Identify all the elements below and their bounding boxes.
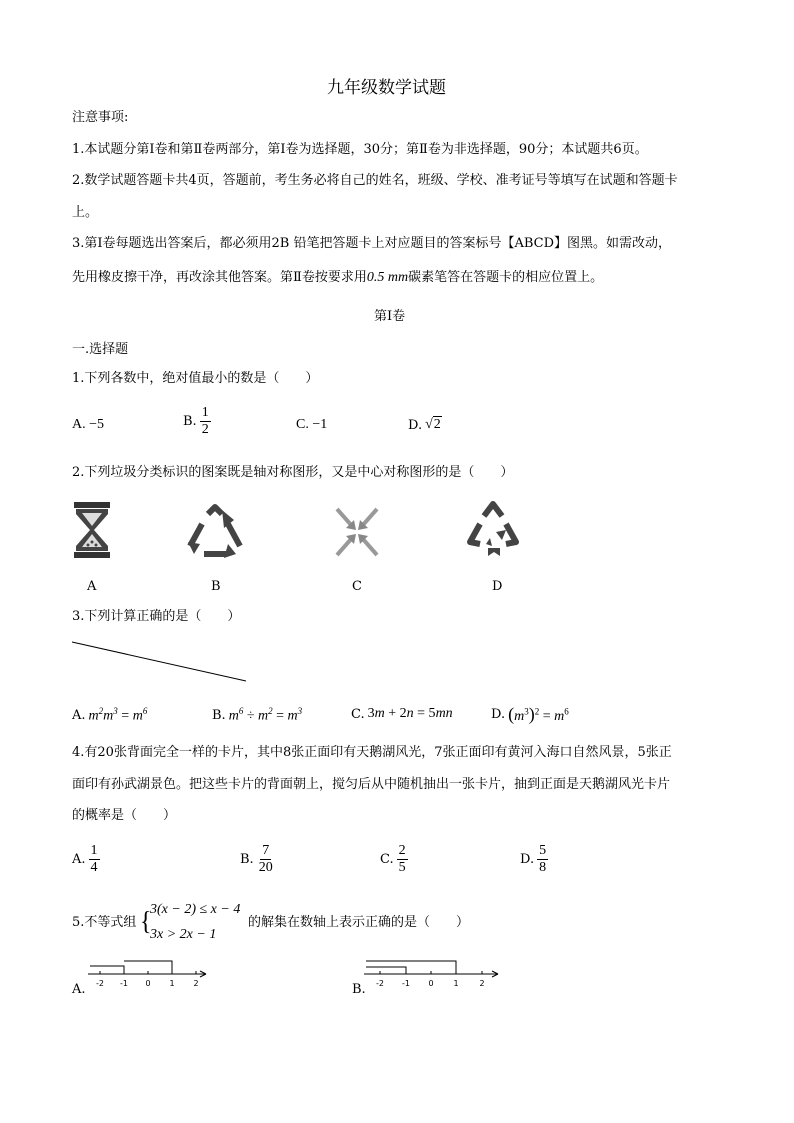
q2-label-d: D [492, 579, 503, 594]
q4-c-den: 5 [398, 860, 406, 875]
q3-a-label: A. [72, 707, 86, 723]
q3-d-expr: $(m^3)^2 = m^6$ [508, 704, 569, 724]
note-3-text-b: 碳素笔答在答题卡的相应位置上。 [408, 270, 604, 285]
note-3-text-a: 先用橡皮擦干净，再改涂其他答案。第Ⅱ卷按要求用 [72, 270, 367, 285]
q1-stem: 1.下列各数中，绝对值最小的数是（ ） [72, 371, 319, 386]
q5-b-label: B. [352, 982, 366, 997]
q4-option-a [72, 843, 100, 876]
q3-option-a [72, 706, 147, 725]
q3-option-d [491, 704, 569, 725]
q1-b-fraction [200, 405, 211, 438]
q4-a-den: 4 [90, 860, 98, 875]
q3-c-expr: 3m + 2n = 5mn [367, 706, 453, 721]
q1-option-c [296, 417, 327, 433]
page-title: 九年级数学试题 [327, 78, 446, 98]
hourglass-icon [72, 500, 112, 560]
note-3-line-2 [72, 270, 603, 286]
q1-option-a [72, 417, 104, 433]
q4-a-num: 1 [90, 843, 98, 858]
q4-line-2: 面印有孙武湖景色。把这些卡片的背面朝上，搅匀后从中随机抽出一张卡片，抽到正面是天鹅湖风光卡片 [72, 777, 671, 792]
q4-line-3: 的概率是（ ） [72, 808, 177, 823]
note-3-line-1: 3.第Ⅰ卷每题选出答案后，都必须用2B 铅笔把答题卡上对应题目的答案标号【ABCD】图黑。如需改动， [72, 236, 672, 251]
tick-label: -1 [402, 979, 410, 988]
number-line-a [88, 958, 208, 990]
q1-option-b [183, 405, 211, 438]
tick-label: 0 [428, 979, 434, 988]
q4-c-label: C. [380, 852, 394, 867]
q4-option-c [380, 843, 408, 876]
q3-b-label: B. [212, 707, 226, 723]
q3-d-label: D. [491, 707, 506, 722]
note-3-unit: 0.5 mm [366, 270, 409, 285]
q4-d-den: 8 [539, 860, 547, 875]
q4-d-label: D. [520, 852, 535, 867]
q4-c-fraction [397, 843, 408, 876]
q1-option-d [408, 417, 442, 433]
tick-label: -1 [120, 979, 128, 988]
tick-label: -2 [376, 979, 384, 988]
q5-ineq-1: 3(x − 2) ≤ x − 4 [150, 902, 241, 917]
q4-option-b [240, 843, 275, 876]
four-arrows-icon [334, 506, 380, 558]
number-line-b [364, 958, 500, 990]
q1-d-label: D. [408, 417, 423, 433]
q4-b-label: B. [240, 852, 254, 867]
q1-d-sqrt: √2 [425, 417, 441, 432]
recycle-icon [466, 500, 520, 560]
q4-a-fraction [89, 843, 100, 876]
q4-b-num: 7 [262, 843, 270, 858]
recycle-triangle-icon [184, 504, 246, 560]
q4-a-label: A. [72, 852, 86, 867]
tick-label: 1 [169, 979, 175, 988]
q1-b-label: B. [183, 414, 197, 429]
q5-pre: 5.不等式组 [72, 915, 137, 930]
q1-c-text: C. −1 [296, 417, 328, 432]
part-heading: 一.选择题 [72, 342, 129, 357]
tick-label: 2 [479, 979, 485, 988]
tick-label: -2 [96, 979, 104, 988]
tick-label: 1 [453, 979, 459, 988]
note-2-line-2: 上。 [72, 205, 99, 220]
q5-a-label: A. [72, 982, 86, 997]
q2-stem: 2.下列垃圾分类标识的图案既是轴对称图形，又是中心对称图形的是（ ） [72, 465, 514, 480]
q4-option-d [520, 843, 548, 876]
note-2-line-1: 2.数学试题答题卡共4页，答题前，考生务必将自己的姓名，班级、学校、准考证号等填写在试题和答题卡 [72, 173, 678, 188]
q4-line-1: 4.有20张背面完全一样的卡片，其中8张正面印有天鹅湖风光，7张正面印有黄河入海口自然风景，5张正 [72, 745, 672, 760]
q2-label-c: C [352, 579, 362, 594]
tick-label: 2 [193, 979, 199, 988]
q5-ineq-2: 3x > 2x − 1 [150, 927, 217, 942]
notes-heading: 注意事项: [72, 110, 129, 125]
q3-option-b [212, 706, 302, 725]
q3-stem: 3.下列计算正确的是（ ） [72, 609, 241, 624]
note-1: 1.本试题分第Ⅰ卷和第Ⅱ卷两部分，第Ⅰ卷为选择题，30分；第Ⅱ卷为非选择题，90分；本试题共6页。 [72, 142, 648, 157]
q1-a-text: A. −5 [72, 417, 105, 432]
q1-b-num: 1 [201, 405, 209, 420]
q1-d-radicand: 2 [433, 417, 441, 432]
q3-b-expr: $m^6 \div m^2 = m^3$ [228, 706, 303, 724]
q4-c-num: 2 [398, 843, 406, 858]
q4-d-num: 5 [539, 843, 547, 858]
q4-b-fraction [257, 843, 275, 876]
q1-b-den: 2 [201, 422, 209, 437]
q2-label-b: B [211, 579, 221, 594]
section-heading: 第Ⅰ卷 [374, 309, 406, 324]
tick-label: 0 [145, 979, 151, 988]
q3-c-label: C. [351, 706, 365, 722]
q5-brace: { [140, 907, 152, 937]
q4-b-den: 20 [258, 860, 273, 875]
q3-a-expr: $m^2m^3 = m^6$ [88, 706, 148, 724]
diagonal-line [72, 640, 248, 684]
q2-label-a: A [87, 579, 97, 594]
q3-option-c [351, 706, 453, 722]
q5-post: 的解集在数轴上表示正确的是（ ） [248, 915, 470, 930]
q4-d-fraction [537, 843, 548, 876]
